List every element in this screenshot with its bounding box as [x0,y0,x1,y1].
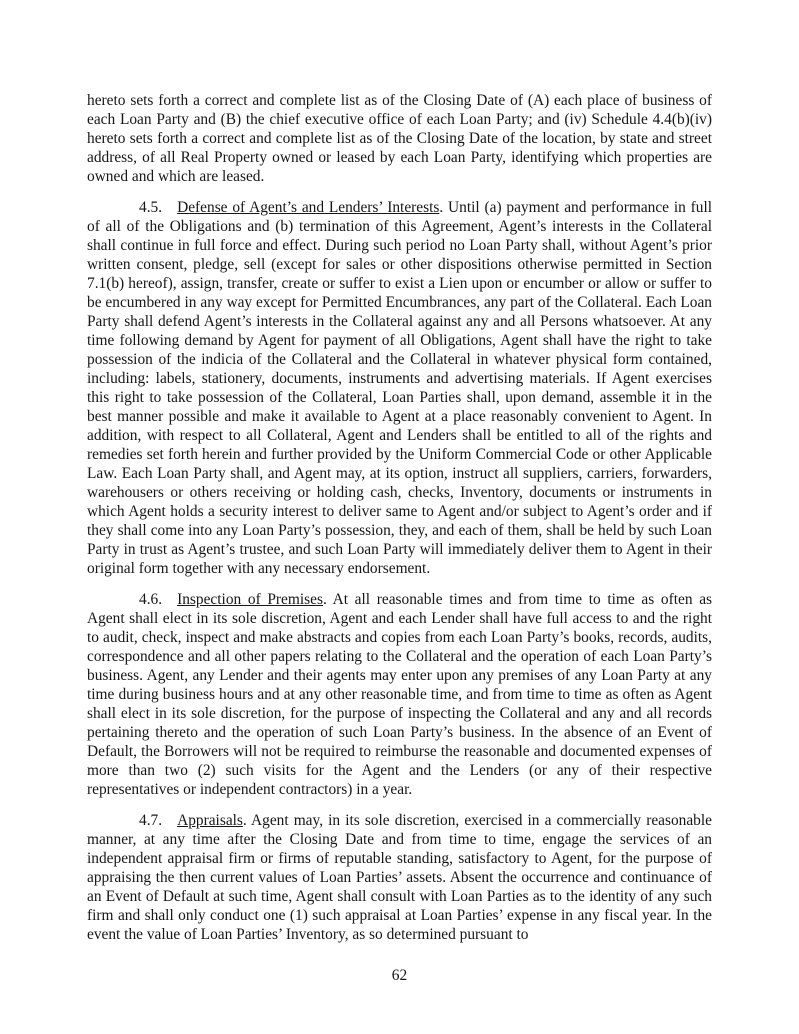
section-4-7-heading: Appraisals [177,812,243,829]
section-4-5-body: . Until (a) payment and performance in full of all of the Obligations and (b) termination of this Agreement, Agent’s interests in the Collateral shall continue in full force and effect. During such period no Loan Party shall, without Agent’s prior written consent, pledge, sell (except for sales or other dispositions otherwise permitted in Section 7.1(b) hereof), assign, transfer, create or suffer to exist a Lien upon or encumber or allow or suffer to be encumbered in any way except for Permitted Encumbrances, any part of the Collateral. Each Loan Party shall defend Agent’s interests in the Collateral against any and all Persons whatsoever. At any time following demand by Agent for payment of all Obligations, Agent shall have the right to take possession of the indicia of the Collateral and the Collateral in whatever physical form contained, including: labels, stationery, documents, instruments and advertising materials. If Agent exercises this right to take possession of the Collateral, Loan Parties shall, upon demand, assemble it in the best manner possible and make it available to Agent at a place reasonably convenient to Agent. In addition, with respect to all Collateral, Agent and Lenders shall be entitled to all of the rights and remedies set forth herein and further provided by the Uniform Commercial Code or other Applicable Law. Each Loan Party shall, and Agent may, at its option, instruct all suppliers, carriers, forwarders, warehousers or others receiving or holding cash, checks, Inventory, documents or instruments in which Agent holds a security interest to deliver same to Agent and/or subject to Agent’s order and if they shall come into any Loan Party’s possession, they, and each of them, shall be held by such Loan Party in trust as Agent’s trustee, and such Loan Party will immediately deliver them to Agent in their original form together with any necessary endorsement. [87,199,712,577]
section-4-7-number: 4.7. [139,812,163,829]
paragraph-continuation-text: hereto sets forth a correct and complete list as of the Closing Date of (A) each place of business of each Loan Party and (B) the chief executive office of each Loan Party; and (iv) Schedule 4.4(b)(iv) hereto sets forth a correct and complete list as of the Closing Date of the location, by state and street address, of all Real Property owned or leased by each Loan Party, identifying which properties are owned and which are leased. [87,92,712,185]
page-footer [0,966,799,985]
section-4-6 [87,590,712,799]
section-4-5-heading: Defense of Agent’s and Lenders’ Interests [177,199,440,216]
document-body [87,91,712,956]
page-number: 62 [391,967,408,984]
section-4-5-number: 4.5. [139,199,163,216]
section-4-7-body: . Agent may, in its sole discretion, exercised in a commercially reasonable manner, at any time after the Closing Date and from time to time, engage the services of an independent appraisal firm or firms of reputable standing, satisfactory to Agent, for the purpose of appraising the then current values of Loan Parties’ assets. Absent the occurrence and continuance of an Event of Default at such time, Agent shall consult with Loan Parties as to the identity of any such firm and shall only conduct one (1) such appraisal at Loan Parties’ expense in any fiscal year. In the event the value of Loan Parties’ Inventory, as so determined pursuant to [87,812,712,943]
section-4-6-number: 4.6. [139,591,163,608]
section-4-7 [87,811,712,944]
section-4-5 [87,198,712,578]
section-4-6-body: . At all reasonable times and from time to time as often as Agent shall elect in its sole discretion, Agent and each Lender shall have full access to and the right to audit, check, inspect and make abstracts and copies from each Loan Party’s books, records, audits, correspondence and all other papers relating to the Collateral and the operation of each Loan Party’s business. Agent, any Lender and their agents may enter upon any premises of any Loan Party at any time during business hours and at any other reasonable time, and from time to time as often as Agent shall elect in its sole discretion, for the purpose of inspecting the Collateral and any and all records pertaining thereto and the operation of such Loan Party’s business. In the absence of an Event of Default, the Borrowers will not be required to reimburse the reasonable and documented expenses of more than two (2) such visits for the Agent and the Lenders (or any of their respective representatives or independent contractors) in a year. [87,591,713,798]
paragraph-continuation [87,91,712,186]
section-4-6-heading: Inspection of Premises [177,591,323,608]
